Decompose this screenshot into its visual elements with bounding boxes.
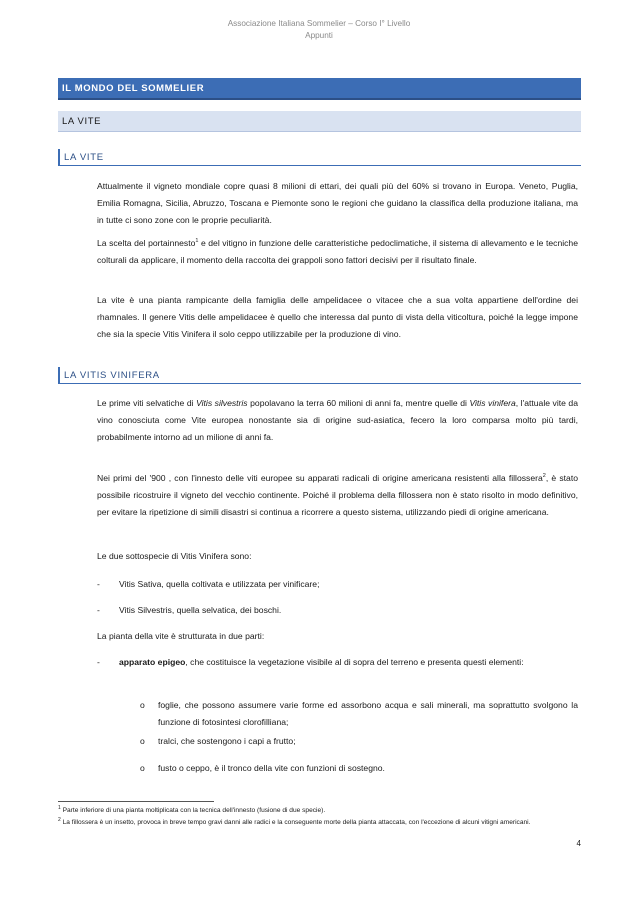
term-bold: apparato epigeo [119, 657, 186, 667]
species-name-italic: Vitis vinifera [469, 398, 516, 408]
footnote-2 [58, 818, 581, 828]
paragraph-text: e del vitigno in funzione delle caratteristiche pedoclimatiche, il sistema di allevamento e le tecniche colturali da applicare, il momento della raccolta dei grappoli sono fattori decisivi per il risultato finale. [97, 238, 578, 266]
sub-bullet-marker: o [140, 700, 145, 710]
paragraph-portainnesto [97, 235, 578, 269]
section-heading-vitis-vinifera: LA VITIS VINIFERA [58, 367, 581, 384]
paragraph-text: popolavano la terra 60 milioni di anni fa, mentre quelle di [247, 398, 470, 408]
footnote-1 [58, 806, 581, 816]
paragraph-text: , l'attuale vite da vino conosciuta come Vite europea nonostante sia di origine sud-asiatica, fecero la loro comparsa molto più tardi, probabilmente intorno ad un milione di anni fa. [97, 398, 578, 443]
paragraph-prime-viti [97, 395, 578, 447]
sub-bullet-marker: o [140, 763, 145, 773]
section-heading-la-vite: LA VITE [58, 149, 581, 166]
sub-list-item-text: fusto o ceppo, è il tronco della vite con funzioni di sostegno. [158, 763, 385, 773]
sub-bullet-marker: o [140, 736, 145, 746]
species-name-italic: Vitis silvestris [196, 398, 248, 408]
chapter-heading: IL MONDO DEL SOMMELIER [58, 78, 581, 100]
bullet-dash: - [97, 657, 100, 667]
running-header [0, 18, 638, 42]
sub-list-item-text: tralci, che sostengono i capi a frutto; [158, 736, 296, 746]
paragraph-vigneto-mondiale: Attualmente il vigneto mondiale copre quasi 8 milioni di ettari, dei quali più del 60% si trovano in Europa. Veneto, Puglia, Emilia Romagna, Sicilia, Abruzzo, Toscana e Piemonte sono le regioni che guidano la classifica della produzione italiana, ma in tutte ci sono zone con le proprie peculiarità. [97, 181, 578, 226]
sub-list-item-text: foglie, che possono assumere varie forme ed assorbono acqua e sali minerali, ma soprattutto svolgono la funzione di fotosintesi clorofilliana; [158, 700, 578, 728]
paragraph-text: Nei primi del '900 , con l'innesto delle viti europee su apparati radicali di origine americana resistenti alla fillossera [97, 473, 543, 483]
paragraph-sottospecie: Le due sottospecie di Vitis Vinifera sono: [97, 551, 252, 561]
list-item-text [119, 654, 578, 671]
subchapter-heading: LA VITE [58, 111, 581, 132]
list-item-text: Vitis Silvestris, quella selvatica, dei boschi. [119, 605, 282, 615]
bullet-dash: - [97, 605, 100, 615]
footnote-text: La fillossera è un insetto, provoca in breve tempo gravi danni alle radici e la conseguente morte della pianta attaccata, con l'eccezione di alcuni vitigni americani. [60, 819, 531, 826]
paragraph-innesto-fillossera [97, 470, 578, 522]
bullet-dash: - [97, 579, 100, 589]
paragraph-text: La scelta del portainnesto [97, 238, 196, 248]
footnote-text: Parte inferiore di una pianta moltiplicata con la tecnica dell'innesto (fusione di due specie). [60, 807, 326, 814]
footnote-number: 2 [58, 816, 61, 823]
paragraph-text: , è stato possibile ricostruire il vigneto del vecchio continente. Poiché il problema della fillossera non è stato risolto in modo definitivo, per evitare la ripetizione di simili disastri si continua a ricorrere a questo sistema, utilizzando piedi di origine americana. [97, 473, 578, 518]
page-number: 4 [576, 839, 581, 848]
footnote-ref-1[interactable]: 1 [195, 238, 199, 245]
paragraph-text: Le prime viti selvatiche di [97, 398, 197, 408]
footnote-separator [58, 801, 214, 802]
list-item-text: Vitis Sativa, quella coltivata e utilizzata per vinificare; [119, 579, 320, 589]
footnote-ref-2[interactable]: 2 [542, 473, 546, 480]
list-item-text-rest: , che costituisce la vegetazione visibile al di sopra del terreno e presenta questi elementi: [185, 657, 524, 667]
footnote-number: 1 [58, 804, 61, 811]
paragraph-struttura: La pianta della vite è strutturata in due parti: [97, 631, 265, 641]
header-course-title: Associazione Italiana Sommelier – Corso I° Livello [227, 19, 411, 28]
header-subtitle: Appunti [305, 31, 333, 40]
paragraph-pianta-rampicante: La vite è una pianta rampicante della famiglia delle ampelidacee o vitacee che a sua volta appartiene dell'ordine dei rhamnales. Il genere Vitis delle ampelidacee è quello che interessa dal punto di vista della viticoltura, poiché la legge impone che sia la specie Vitis Vinifera il solo ceppo utilizzabile per la produzione di vino. [97, 295, 578, 340]
